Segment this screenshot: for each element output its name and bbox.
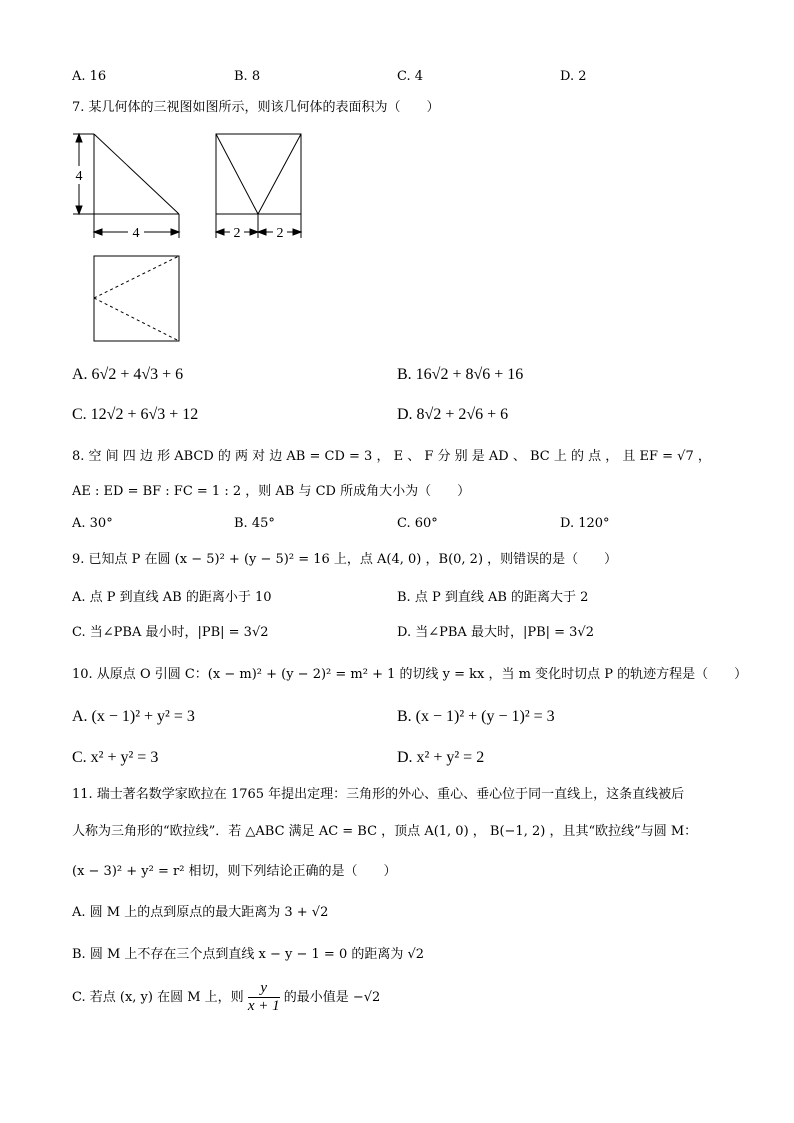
side-right-label: 2 [276,226,284,241]
fraction [248,980,280,1015]
q7-option-c: C. 12√2 + 6√3 + 12 [72,406,199,423]
fraction-numerator: y [248,980,280,998]
q8-option-b: B. 45° [234,516,275,531]
q6-option-a: A. 16 [72,69,107,84]
side-left-label: 2 [233,226,241,241]
q10-stem: 10. 从原点 O 引圆 C：(x − m)² + (y − 2)² = m² + 1 的切线 y = kx ，当 m 变化时切点 P 的轨迹方程是（ ） [72,667,748,682]
q10-option-b: B. (x − 1)² + (y − 1)² = 3 [397,708,555,725]
q11-option-b: B. 圆 M 上不存在三个点到直线 x − y − 1 = 0 的距离为 √2 [72,947,425,962]
q10-option-a: A. (x − 1)² + y² = 3 [72,708,195,725]
q9-option-a: A. 点 P 到直线 AB 的距离小于 10 [72,590,272,605]
front-view [73,134,179,238]
three-view-figure [70,128,340,348]
q9-option-c: C. 当∠PBA 最小时，|PB| = 3√2 [72,625,269,640]
q9-option-b: B. 点 P 到直线 AB 的距离大于 2 [397,590,589,605]
top-view [94,256,179,341]
q11-option-c-prefix: C. 若点 (x, y) 在圆 M 上，则 [72,990,244,1005]
side-view [216,134,301,238]
q11-line1: 11. 瑞士著名数学家欧拉在 1765 年提出定理：三角形的外心、重心、垂心位于同一直线上，这条直线被后 [72,787,685,802]
q11-option-a: A. 圆 M 上的点到原点的最大距离为 3 + √2 [72,905,329,920]
front-width-label: 4 [132,226,140,241]
q6-option-d: D. 2 [560,69,587,84]
q8-option-d: D. 120° [560,516,610,531]
q10-option-c: C. x² + y² = 3 [72,749,159,766]
q8-stem-line1: 8. 空 间 四 边 形 ABCD 的 两 对 边 AB = CD = 3 ， E 、 F 分 别 是 AD 、 BC 上 的 点 ， 且 EF = √7 ， [72,449,711,464]
q7-option-d: D. 8√2 + 2√6 + 6 [397,406,509,423]
q8-stem-line2: AE : ED = BF : FC = 1 : 2 ，则 AB 与 CD 所成角大小为（ ） [72,484,471,499]
q8-option-a: A. 30° [72,516,113,531]
q9-option-d: D. 当∠PBA 最大时，|PB| = 3√2 [397,625,594,640]
q11-line2: 人称为三角形的“欧拉线”．若 △ABC 满足 AC = BC ，顶点 A(1, 0) ， B(−1, 2) ，且其“欧拉线”与圆 M： [72,824,698,839]
q8-option-c: C. 60° [397,516,438,531]
fraction-denominator: x + 1 [247,998,280,1014]
front-height-label: 4 [75,169,83,184]
q7-option-b: B. 16√2 + 8√6 + 16 [397,366,524,383]
q9-stem: 9. 已知点 P 在圆 (x − 5)² + (y − 5)² = 16 上，点 A(4, 0) ，B(0, 2) ，则错误的是（ ） [72,552,618,567]
q7-stem: 7. 某几何体的三视图如图所示，则该几何体的表面积为（ ） [72,100,440,115]
q6-option-b: B. 8 [234,69,261,84]
q11-line3: (x − 3)² + y² = r² 相切，则下列结论正确的是（ ） [72,864,397,879]
q7-option-a: A. 6√2 + 4√3 + 6 [72,366,184,383]
q10-option-d: D. x² + y² = 2 [397,749,485,766]
q6-option-c: C. 4 [397,69,424,84]
q11-option-c [72,980,380,1016]
q11-option-c-suffix: 的最小值是 −√2 [283,990,381,1005]
